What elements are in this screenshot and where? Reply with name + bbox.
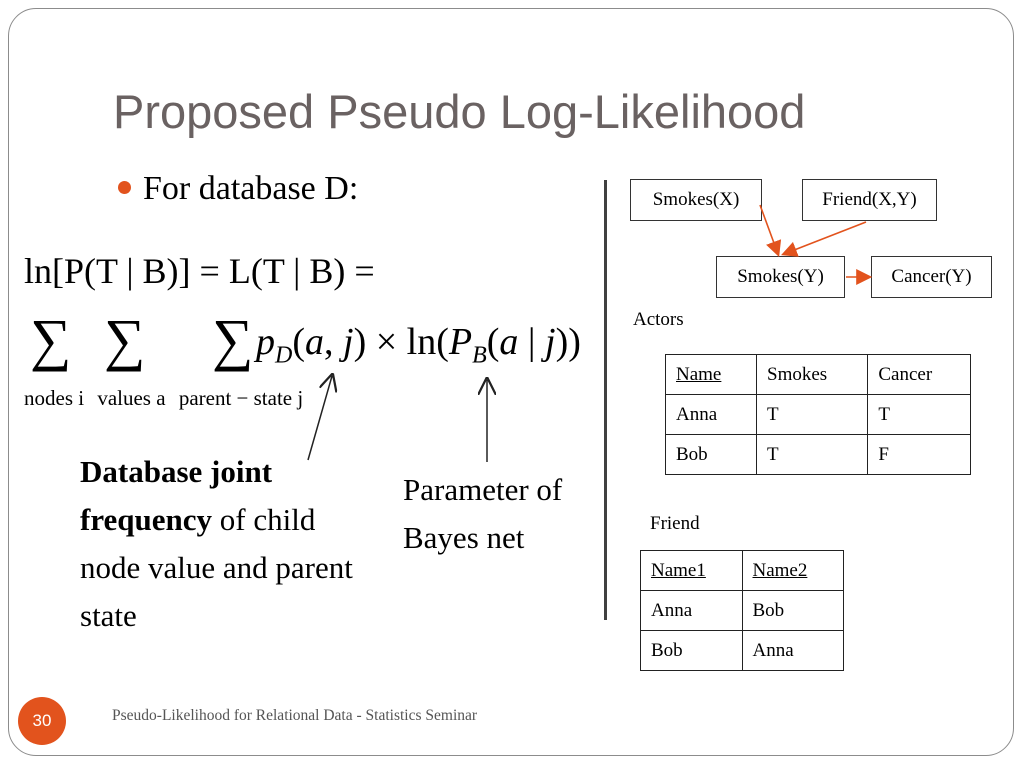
slide-footer: Pseudo-Likelihood for Relational Data - Statistics Seminar xyxy=(112,707,478,724)
actors-table xyxy=(665,354,971,475)
table-cell: Anna xyxy=(742,631,844,671)
actors-label: Actors xyxy=(633,309,684,330)
callout-joint-bold: Database joint frequency xyxy=(80,454,273,537)
header-cell: Name2 xyxy=(742,551,844,591)
node-friend-xy: Friend(X,Y) xyxy=(802,179,937,221)
equation-line-1: ln[P(T | B)] = L(T | B) = xyxy=(24,251,375,291)
page-number-badge: 30 xyxy=(18,697,66,745)
vertical-divider xyxy=(604,180,607,620)
table-row xyxy=(641,591,844,631)
sum-subscripts xyxy=(24,386,303,411)
table-cell: Anna xyxy=(666,395,757,435)
node-smokes-x: Smokes(X) xyxy=(630,179,762,221)
table-cell: T xyxy=(757,395,868,435)
callout-parameter: Parameter of Bayes net xyxy=(403,472,563,555)
header-cell: Smokes xyxy=(757,355,868,395)
sum-sign-values: ∑ xyxy=(104,307,146,372)
table-row xyxy=(641,631,844,671)
sum-sub-values: values a xyxy=(97,386,166,410)
node-cancer-y: Cancer(Y) xyxy=(871,256,992,298)
sum-sign-nodes: ∑ xyxy=(30,307,72,372)
table-cell: T xyxy=(757,435,868,475)
header-cell: Name xyxy=(666,355,757,395)
table-header-row xyxy=(641,551,844,591)
sum-sign-parent: ∑ xyxy=(212,307,254,372)
bullet-text: For database D: xyxy=(143,170,359,207)
sum-sub-parent: parent − state j xyxy=(178,386,304,410)
callout-joint-rest: of child node value and parent state xyxy=(80,502,353,633)
node-smokes-y: Smokes(Y) xyxy=(716,256,845,298)
bullet-item xyxy=(118,170,358,208)
table-cell: Bob xyxy=(742,591,844,631)
friend-table xyxy=(640,550,844,671)
slide-title: Proposed Pseudo Log-Likelihood xyxy=(113,85,806,138)
table-cell: Bob xyxy=(666,435,757,475)
table-cell: Bob xyxy=(641,631,743,671)
table-cell: Anna xyxy=(641,591,743,631)
bullet-dot-icon xyxy=(118,181,131,194)
friend-label: Friend xyxy=(650,513,700,534)
table-row xyxy=(666,395,971,435)
table-header-row xyxy=(666,355,971,395)
header-cell: Name1 xyxy=(641,551,743,591)
table-cell: F xyxy=(868,435,971,475)
summand-expression: $p_D(a$, $j) \times \ln(P_B(a$ | j)) xyxy=(256,321,581,369)
table-cell: T xyxy=(868,395,971,435)
table-row xyxy=(666,435,971,475)
sum-sub-nodes: nodes i xyxy=(24,386,85,410)
callout-joint-frequency xyxy=(80,448,380,640)
header-cell: Cancer xyxy=(868,355,971,395)
